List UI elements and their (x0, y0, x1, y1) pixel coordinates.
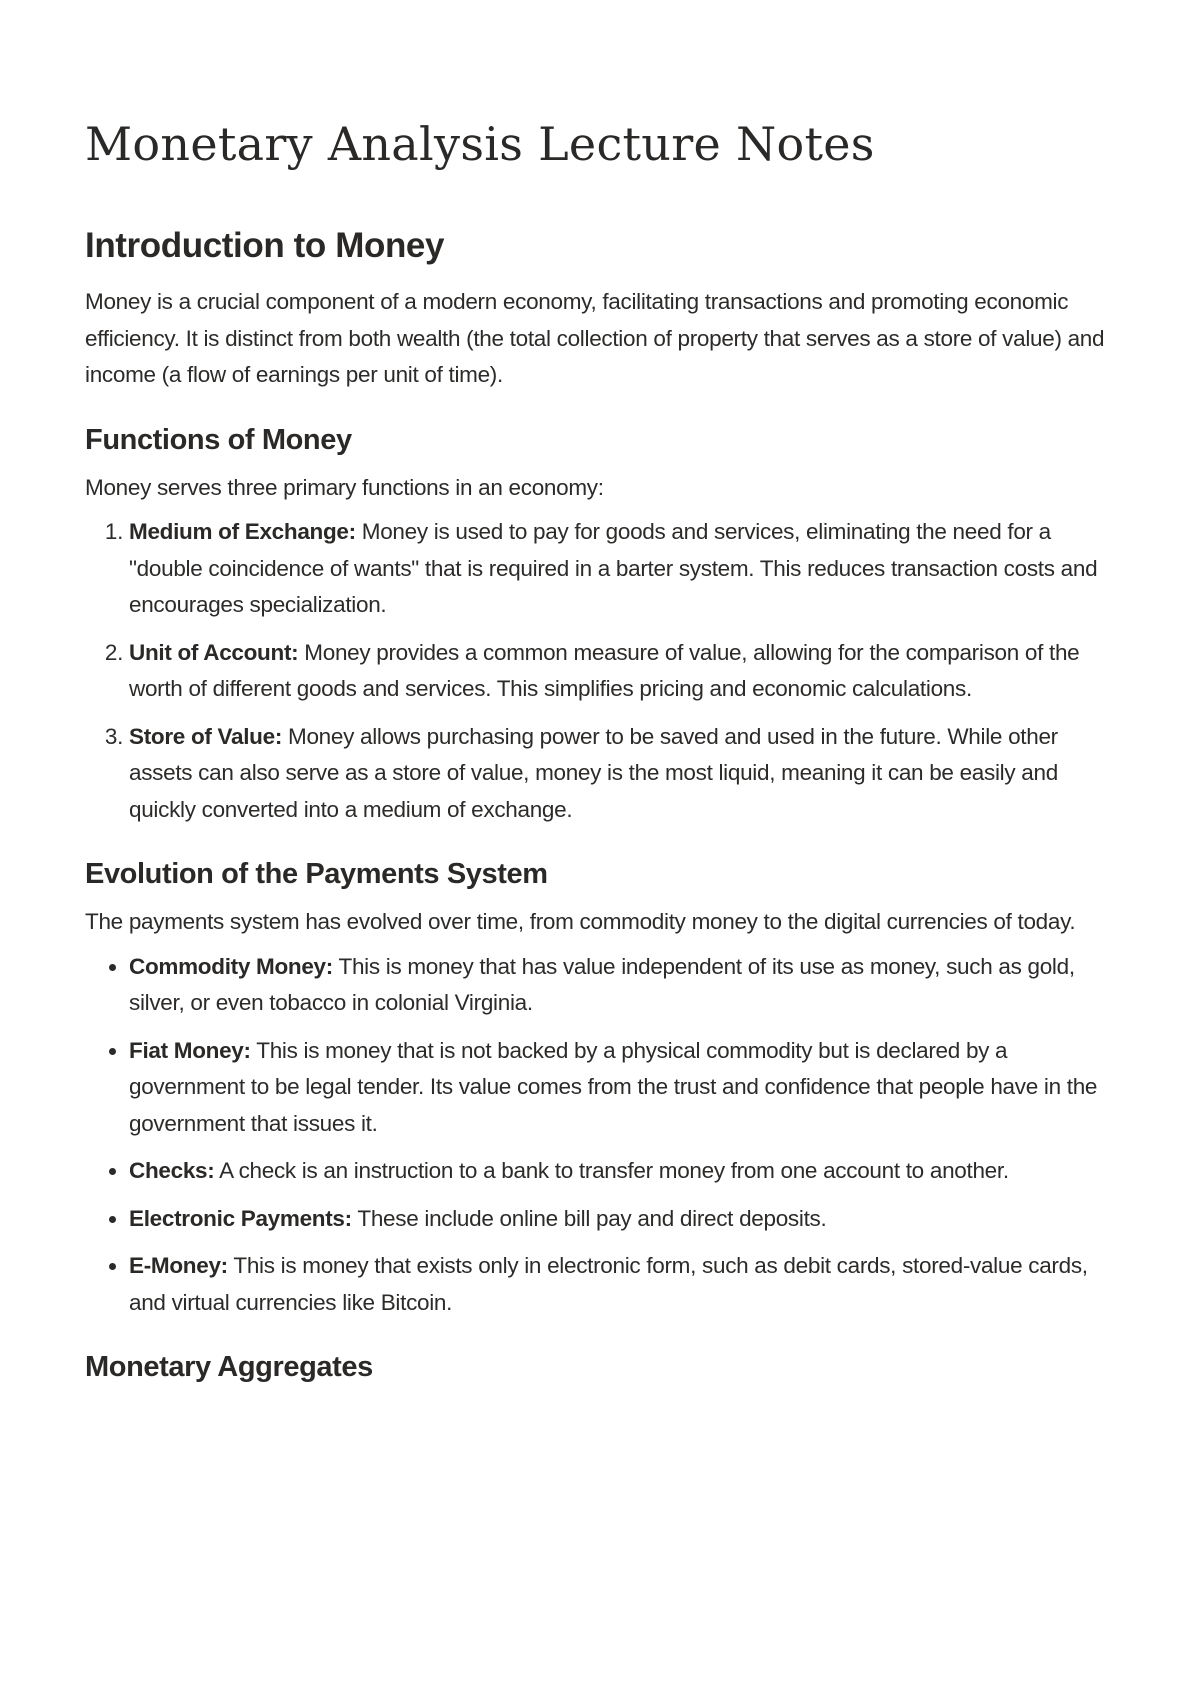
payments-intro-paragraph: The payments system has evolved over time, from commodity money to the digital currencies of today. (85, 909, 1076, 934)
list-item (129, 635, 1125, 708)
list-item-text: This is money that is not backed by a physical commodity but is declared by a government to be legal tender. Its value comes from the trust and confidence that people have in the government that issues it. (129, 1037, 1098, 1136)
section-heading-payments: Evolution of the Payments System (85, 858, 548, 890)
list-item (129, 949, 1125, 1022)
document-content (85, 224, 1125, 1397)
list-item-text: These include online bill pay and direct deposits. (351, 1205, 827, 1231)
list-item-term: Fiat Money: (129, 1037, 251, 1063)
list-item (129, 1033, 1125, 1143)
list-item (129, 1201, 1125, 1238)
list-item-term: Commodity Money: (129, 953, 333, 979)
document-title: Monetary Analysis Lecture Notes (85, 117, 875, 171)
list-item (129, 1248, 1125, 1321)
section-heading-functions: Functions of Money (85, 423, 352, 456)
functions-intro-paragraph: Money serves three primary functions in an economy: (85, 474, 604, 500)
list-item-term: Checks: (129, 1158, 215, 1183)
functions-list (85, 514, 1125, 828)
payments-list (85, 949, 1125, 1322)
introduction-paragraph: Money is a crucial component of a modern economy, facilitating transactions and promoting economic efficiency. It is distinct from both wealth (the total collection of property that serves as a store of value) and income (a flow of earnings per unit of time). (85, 289, 1105, 387)
list-item-term: Medium of Exchange: (129, 519, 356, 544)
list-item-text: Money is used to pay for goods and services, eliminating the need for a "double coincidence of wants" that is required in a barter system. This reduces transaction costs and encourages specialization. (129, 519, 1098, 617)
list-item (129, 514, 1125, 624)
list-item-term: Store of Value: (129, 723, 283, 749)
list-item (129, 719, 1125, 829)
list-item (129, 1153, 1125, 1190)
section-heading-introduction: Introduction to Money (85, 226, 445, 265)
list-item-text: Money allows purchasing power to be saved and used in the future. While other assets can also serve as a store of value, money is the most liquid, meaning it can be easily and quickly converted into a medium of exchange. (129, 723, 1058, 822)
list-item-term: Unit of Account: (129, 639, 299, 665)
section-heading-aggregates: Monetary Aggregates (85, 1351, 373, 1383)
list-item-text: A check is an instruction to a bank to transfer money from one account to another. (214, 1158, 1009, 1183)
list-item-text: This is money that has value independent of its use as money, such as gold, silver, or even tobacco in colonial Virginia. (129, 953, 1075, 1015)
list-item-text: Money provides a common measure of value, allowing for the comparison of the worth of different goods and services. This simplifies pricing and economic calculations. (129, 639, 1080, 701)
list-item-term: E-Money: (129, 1253, 228, 1278)
list-item-text: This is money that exists only in electronic form, such as debit cards, stored-value cards, and virtual currencies like Bitcoin. (129, 1253, 1088, 1315)
list-item-term: Electronic Payments: (129, 1205, 352, 1231)
